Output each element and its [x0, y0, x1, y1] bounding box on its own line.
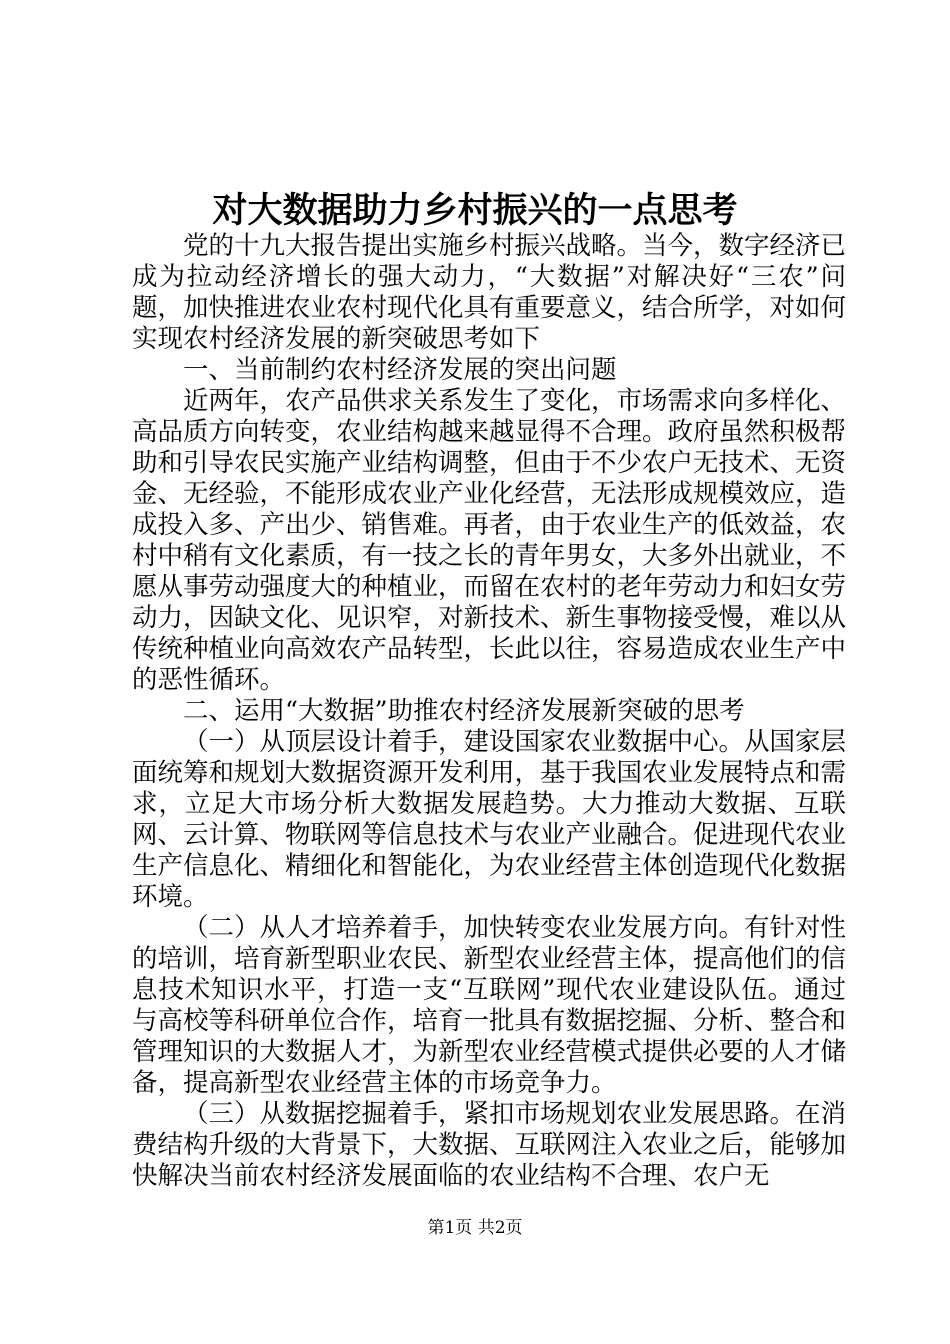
- paragraph-point-1: （一）从顶层设计着手，建设国家农业数据中心。从国家层面统筹和规划大数据资源开发利用，基于我国农业发展特点和需求，立足大市场分析大数据发展趋势。大力推动大数据、互联网、云计算、物联网等信息技术与农业产业融合。促进现代农业生产信息化、精细化和智能化，为农业经营主体创造现代化数据环境。: [132, 727, 847, 912]
- document-title: 对大数据助力乡村振兴的一点思考: [212, 190, 738, 231]
- page-footer: 第1页 共2页: [427, 1218, 523, 1238]
- paragraph-point-2: （二）从人才培养着手，加快转变农业发展方向。有针对性的培训，培育新型职业农民、新型农业经营主体，提高他们的信息技术知识水平，打造一支“互联网”现代农业建设队伍。通过与高校等科研单位合作，培育一批具有数据挖掘、分析、整合和管理知识的大数据人才，为新型农业经营模式提供必要的人才储备，提高新型农业经营主体的市场竞争力。: [132, 913, 847, 1098]
- section-heading-2: 二、运用“大数据”助推农村经济发展新突破的思考: [183, 696, 745, 726]
- paragraph-point-3: （三）从数据挖掘着手，紧扣市场规划农业发展思路。在消费结构升级的大背景下，大数据、互联网注入农业之后，能够加快解决当前农村经济发展面临的农业结构不合理、农户无: [132, 1099, 847, 1191]
- section-heading-1: 一、当前制约农村经济发展的突出问题: [183, 355, 617, 385]
- paragraph-problems: 近两年，农产品供求关系发生了变化，市场需求向多样化、高品质方向转变，农业结构越来越显得不合理。政府虽然积极帮助和引导农民实施产业结构调整，但由于不少农户无技术、无资金、无经验，不能形成农业产业化经营，无法形成规模效应，造成投入多、产出少、销售难。再者，由于农业生产的低效益，农村中稍有文化素质，有一技之长的青年男女，大多外出就业，不愿从事劳动强度大的种植业，而留在农村的老年劳动力和妇女劳动力，因缺文化、见识窄，对新技术、新生事物接受慢，难以从传统种植业向高效农产品转型，长此以往，容易造成农业生产中的恶性循环。: [132, 386, 847, 695]
- paragraph-intro: 党的十九大报告提出实施乡村振兴战略。当今，数字经济已成为拉动经济增长的强大动力，“大数据”对解决好“三农”问题，加快推进农业农村现代化具有重要意义，结合所学，对如何实现农村经济发展的新突破思考如下: [132, 231, 847, 354]
- document-body: [132, 231, 846, 1192]
